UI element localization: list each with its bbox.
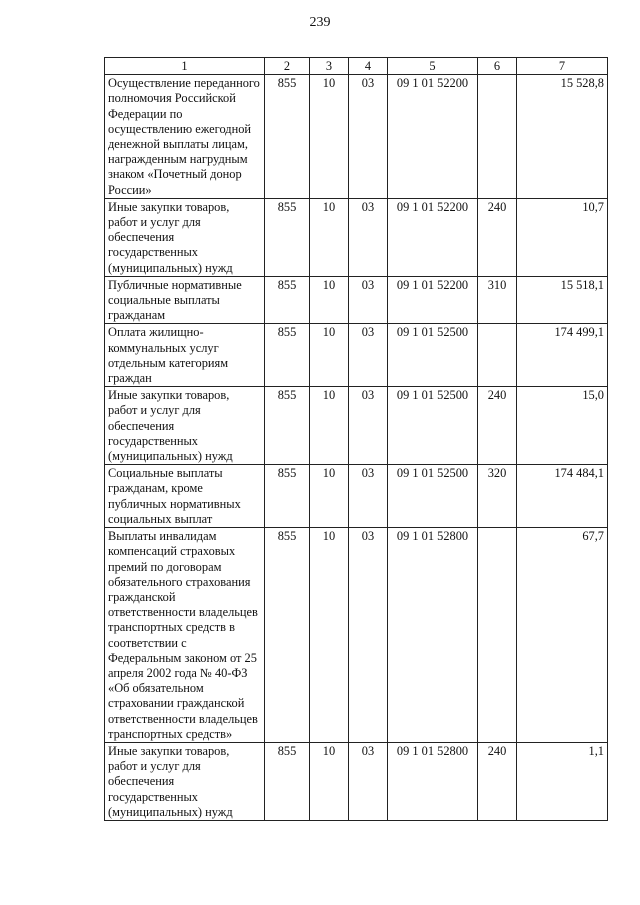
row-code-6-cell: 240 xyxy=(478,198,517,276)
row-code-2-cell: 855 xyxy=(265,387,310,465)
table-row xyxy=(105,276,608,324)
row-code-6-cell: 240 xyxy=(478,742,517,820)
row-amount-cell: 15 518,1 xyxy=(517,276,608,324)
row-code-3-cell: 10 xyxy=(310,465,349,528)
row-code-4-cell: 03 xyxy=(349,75,388,199)
row-name-cell: Публичные нормативные социальные выплаты гражданам xyxy=(105,276,265,324)
row-code-2-cell: 855 xyxy=(265,75,310,199)
row-code-3-cell: 10 xyxy=(310,528,349,743)
row-code-3-cell: 10 xyxy=(310,324,349,387)
row-code-4-cell: 03 xyxy=(349,324,388,387)
row-code-5-cell: 09 1 01 52500 xyxy=(388,465,478,528)
row-amount-cell: 15,0 xyxy=(517,387,608,465)
row-amount-cell: 174 499,1 xyxy=(517,324,608,387)
row-name-cell: Иные закупки товаров, работ и услуг для обеспечения государственных (муниципальных) нужд xyxy=(105,387,265,465)
table-body xyxy=(105,75,608,821)
table-row xyxy=(105,198,608,276)
row-code-6-cell xyxy=(478,75,517,199)
row-name-cell: Оплата жилищно-коммунальных услуг отдельным категориям граждан xyxy=(105,324,265,387)
row-code-3-cell: 10 xyxy=(310,742,349,820)
row-code-5-cell: 09 1 01 52200 xyxy=(388,75,478,199)
table-row xyxy=(105,528,608,743)
row-code-5-cell: 09 1 01 52200 xyxy=(388,276,478,324)
row-code-5-cell: 09 1 01 52800 xyxy=(388,528,478,743)
row-code-6-cell: 320 xyxy=(478,465,517,528)
row-code-3-cell: 10 xyxy=(310,387,349,465)
row-amount-cell: 10,7 xyxy=(517,198,608,276)
row-amount-cell: 15 528,8 xyxy=(517,75,608,199)
row-code-2-cell: 855 xyxy=(265,276,310,324)
column-header: 6 xyxy=(478,58,517,75)
row-code-3-cell: 10 xyxy=(310,276,349,324)
row-code-4-cell: 03 xyxy=(349,198,388,276)
row-code-2-cell: 855 xyxy=(265,324,310,387)
row-code-2-cell: 855 xyxy=(265,528,310,743)
column-header: 3 xyxy=(310,58,349,75)
row-code-2-cell: 855 xyxy=(265,198,310,276)
table-header-row xyxy=(105,58,608,75)
row-code-4-cell: 03 xyxy=(349,528,388,743)
row-amount-cell: 67,7 xyxy=(517,528,608,743)
row-code-6-cell: 310 xyxy=(478,276,517,324)
table-row xyxy=(105,324,608,387)
row-name-cell: Выплаты инвалидам компенсаций страховых премий по договорам обязательного страхования гражданской ответственности владельцев транспортных средств в соответствии с Федеральным законом от 25 апреля 2002 года № 40-ФЗ «Об обязательном страховании гражданской ответственности владельцев транспортных средств» xyxy=(105,528,265,743)
row-code-4-cell: 03 xyxy=(349,276,388,324)
column-header: 2 xyxy=(265,58,310,75)
row-amount-cell: 1,1 xyxy=(517,742,608,820)
table-row xyxy=(105,75,608,199)
row-code-6-cell xyxy=(478,324,517,387)
table-row xyxy=(105,387,608,465)
row-code-5-cell: 09 1 01 52500 xyxy=(388,324,478,387)
row-name-cell: Осуществление переданного полномочия Российской Федерации по осуществлению ежегодной денежной выплаты лицам, награжденным нагрудным знаком «Почетный донор России» xyxy=(105,75,265,199)
row-code-2-cell: 855 xyxy=(265,465,310,528)
row-amount-cell: 174 484,1 xyxy=(517,465,608,528)
row-code-6-cell xyxy=(478,528,517,743)
row-name-cell: Иные закупки товаров, работ и услуг для обеспечения государственных (муниципальных) нужд xyxy=(105,198,265,276)
column-header: 4 xyxy=(349,58,388,75)
row-code-5-cell: 09 1 01 52200 xyxy=(388,198,478,276)
row-code-4-cell: 03 xyxy=(349,387,388,465)
column-header: 1 xyxy=(105,58,265,75)
row-code-5-cell: 09 1 01 52500 xyxy=(388,387,478,465)
row-name-cell: Иные закупки товаров, работ и услуг для обеспечения государственных (муниципальных) нужд xyxy=(105,742,265,820)
table-row xyxy=(105,742,608,820)
page-number: 239 xyxy=(309,15,331,30)
budget-table xyxy=(104,57,608,821)
row-code-3-cell: 10 xyxy=(310,198,349,276)
row-code-4-cell: 03 xyxy=(349,742,388,820)
row-name-cell: Социальные выплаты гражданам, кроме публичных нормативных социальных выплат xyxy=(105,465,265,528)
column-header: 5 xyxy=(388,58,478,75)
column-header: 7 xyxy=(517,58,608,75)
row-code-2-cell: 855 xyxy=(265,742,310,820)
table-row xyxy=(105,465,608,528)
row-code-3-cell: 10 xyxy=(310,75,349,199)
row-code-5-cell: 09 1 01 52800 xyxy=(388,742,478,820)
row-code-6-cell: 240 xyxy=(478,387,517,465)
row-code-4-cell: 03 xyxy=(349,465,388,528)
